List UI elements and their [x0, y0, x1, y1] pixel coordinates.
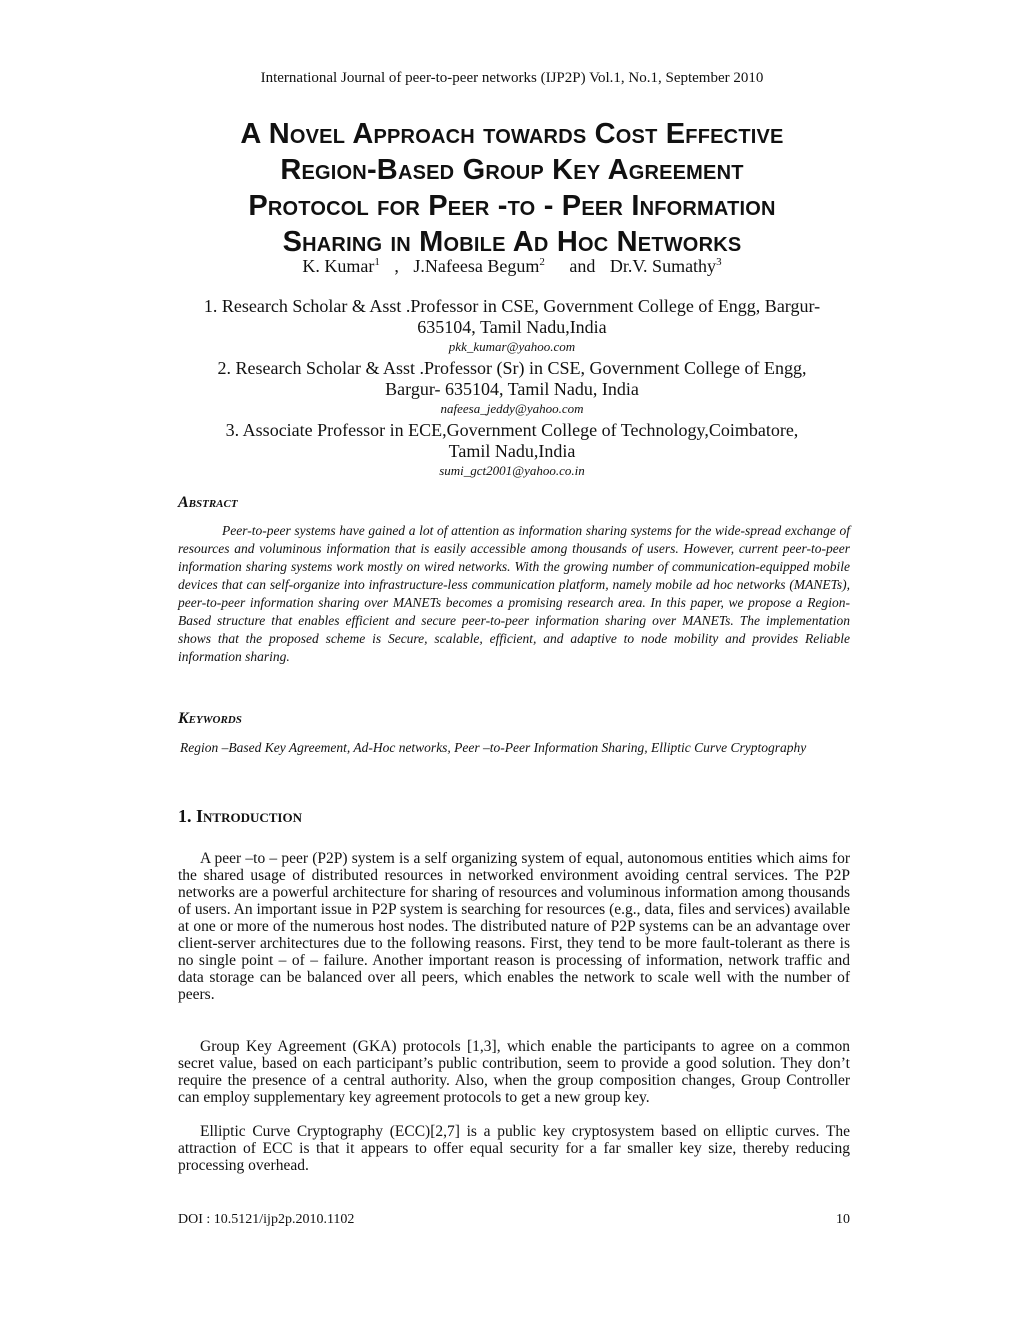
author-list — [0, 256, 1024, 277]
affiliation-3 — [180, 420, 844, 480]
keywords-text: Region –Based Key Agreement, Ad-Hoc networks, Peer –to-Peer Information Sharing, Elliptic Curve Cryptography — [180, 740, 807, 755]
affiliation-line: 2. Research Scholar & Asst .Professor (Sr) in CSE, Government College of Engg, — [217, 358, 807, 378]
author-name: J.Nafeesa Begum — [413, 256, 540, 276]
title-line: Sharing in Mobile Ad Hoc Networks — [282, 226, 742, 258]
abstract-heading: Abstract — [178, 494, 238, 511]
author-separator: and — [569, 256, 596, 276]
body-paragraph: Elliptic Curve Cryptography (ECC)[2,7] is a public key cryptosystem based on elliptic curves. The attraction of ECC is that it appears to offer equal security for a far smaller key size, thereby reducing processing overhead. — [178, 1123, 850, 1174]
keywords-heading: Keywords — [178, 710, 242, 727]
affiliation-line: 635104, Tamil Nadu,India — [417, 317, 607, 337]
title-line: Protocol for Peer -to - Peer Information — [248, 190, 776, 222]
body-paragraph: A peer –to – peer (P2P) system is a self organizing system of equal, autonomous entities which aims for the shared usage of distributed resources in networked environment avoiding central services. The P2P networks are a powerful architecture for sharing of resources and voluminous information among thousands of users. An important issue in P2P system is searching for resources (e.g., data, files and services) available at one or more of the numerous host nodes. The distributed nature of P2P systems can be an advantage over client-server architectures due to the following reasons. First, they tend to be more fault-tolerant as there is no single point – of – failure. Another important reason is processing of information, network traffic and data storage can be balanced over all peers, which enables the network to scale well with the number of peers. — [178, 850, 850, 1003]
affiliation-line: 3. Associate Professor in ECE,Government College of Technology,Coimbatore, — [225, 420, 799, 440]
title-line: A Novel Approach towards Cost Effective — [240, 118, 784, 150]
author-email[interactable]: sumi_gct2001@yahoo.co.in — [439, 463, 585, 478]
author-superscript: 3 — [716, 256, 722, 268]
author-email[interactable]: nafeesa_jeddy@yahoo.com — [440, 401, 584, 416]
author-superscript: 1 — [374, 256, 380, 268]
author-email[interactable]: pkk_kumar@yahoo.com — [448, 339, 576, 354]
doi-footer[interactable]: DOI : 10.5121/ijp2p.2010.1102 — [178, 1212, 355, 1227]
introduction-heading: 1. Introduction — [178, 806, 302, 826]
page-number: 10 — [836, 1212, 850, 1227]
author-name: Dr.V. Sumathy — [609, 256, 717, 276]
affiliation-1 — [180, 296, 844, 356]
affiliation-line: Tamil Nadu,India — [448, 441, 576, 461]
author-separator: , — [394, 256, 399, 276]
author-name: K. Kumar — [302, 256, 375, 276]
title-line: Region-Based Group Key Agreement — [280, 154, 744, 186]
affiliation-line: 1. Research Scholar & Asst .Professor in CSE, Government College of Engg, Bargur- — [203, 296, 821, 316]
abstract-text: Peer-to-peer systems have gained a lot of attention as information sharing systems for the wide-spread exchange of resources and voluminous information that is easily accessible among thousands of users. However, current peer-to-peer information sharing systems work mostly on wired networks. With the growing number of communication-equipped mobile devices that can self-organize into infrastructure-less communication platform, namely mobile ad hoc networks (MANETs), peer-to-peer information sharing over MANETs becomes a promising research area. In this paper, we propose a Region-Based structure that enables efficient and secure peer-to-peer information sharing over MANETs. The implementation shows that the proposed scheme is Secure, scalable, efficient, and adaptive to node mobility and provides Reliable information sharing. — [178, 523, 850, 664]
affiliation-2 — [180, 358, 844, 418]
author-superscript: 2 — [539, 256, 545, 268]
running-header: International Journal of peer-to-peer networks (IJP2P) Vol.1, No.1, September 2010 — [260, 70, 764, 86]
body-paragraph: Group Key Agreement (GKA) protocols [1,3], which enable the participants to agree on a common secret value, based on each participant’s public contribution, seem to provide a good solution. They don’t require the presence of a central authority. Also, when the group composition changes, Group Controller can employ supplementary key agreement protocols to get a new group key. — [178, 1038, 850, 1106]
affiliation-line: Bargur- 635104, Tamil Nadu, India — [385, 379, 639, 399]
paper-title — [150, 116, 874, 260]
